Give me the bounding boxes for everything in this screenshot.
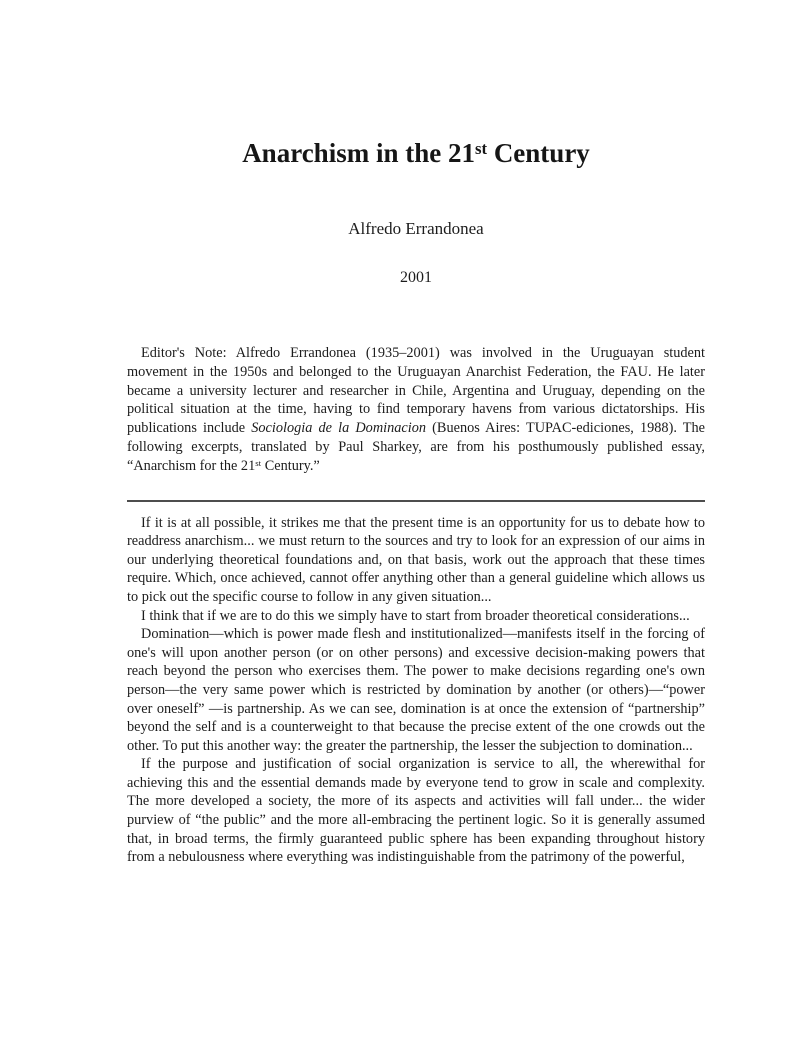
editor-note-text-end: Century.”	[261, 457, 320, 474]
body-paragraph-1: If it is at all possible, it strikes me that the present time is an opportunity for us to debate how to readdress anarchism... we must return to the sources and try to look for an expression of our aims in our underlying theoretical foundations and, on that basis, work out the approach that these times require. Which, once achieved, cannot offer anything other than a general guideline which allows us to pick out the specific course to follow in any given situation...	[127, 514, 705, 605]
title-ordinal-superscript: st	[474, 139, 488, 159]
editor-note	[127, 344, 705, 476]
document-year: 2001	[400, 269, 432, 286]
essay-body	[127, 514, 705, 867]
section-divider	[127, 500, 705, 502]
body-paragraph-2: I think that if we are to do this we simply have to start from broader theoretical considerations...	[141, 607, 690, 624]
note-ordinal-superscript: st	[255, 457, 262, 468]
document-title-text-end: Century	[487, 138, 590, 168]
document-title	[127, 0, 705, 168]
text-column	[127, 0, 705, 867]
document-title-text: Anarchism in the 21	[242, 138, 475, 168]
cited-book-title: Sociologia de la Dominacion	[251, 420, 427, 437]
editor-note-text: Editor's Note: Alfredo Errandonea (1935–2001) was involved in the Uruguayan student movement in the 1950s and belonged to the Uruguayan Anarchist Federation, the FAU. He later became a university lecturer and researcher in Chile, Argentina and Uruguay, depending on the political situation at the time, having to find temporary havens from various dictatorships. His publications include	[127, 345, 705, 437]
body-paragraph-4: If the purpose and justification of social organization is service to all, the wherewithal for achieving this and the essential demands made by everyone tend to grow in scale and complexity. The more developed a society, the more of its aspects and activities will fall under... the wider purview of “the public” and the more all-embracing the pertinent logic. So it is generally assumed that, in broad terms, the firmly guaranteed public sphere has been expanding throughout history from a nebulousness where everything was indistinguishable from the patrimony of the powerful,	[127, 756, 705, 866]
body-paragraph-3: Domination—which is power made flesh and institutionalized—manifests itself in the forcing of one's will upon another person (or on other persons) and excessive decision-making powers that reach beyond the person who exercises them. The power to make decisions regarding one's own person—the very same power which is restricted by domination by another (or others)—“power over oneself” —is partnership. As we can see, domination is at once the extension of “partnership” beyond the self and is a counterweight to that because the precise extent of the one crowds out the other. To put this another way: the greater the partnership, the lesser the subjection to domination...	[127, 626, 705, 754]
editor-note-text-mid: (Buenos Aires: TUPAC-ediciones, 1988). The following excerpts, translated by Paul Sharkey, are from his posthumously published essay, “Anarchism for the 21	[127, 420, 705, 474]
document-author: Alfredo Errandonea	[348, 219, 484, 238]
